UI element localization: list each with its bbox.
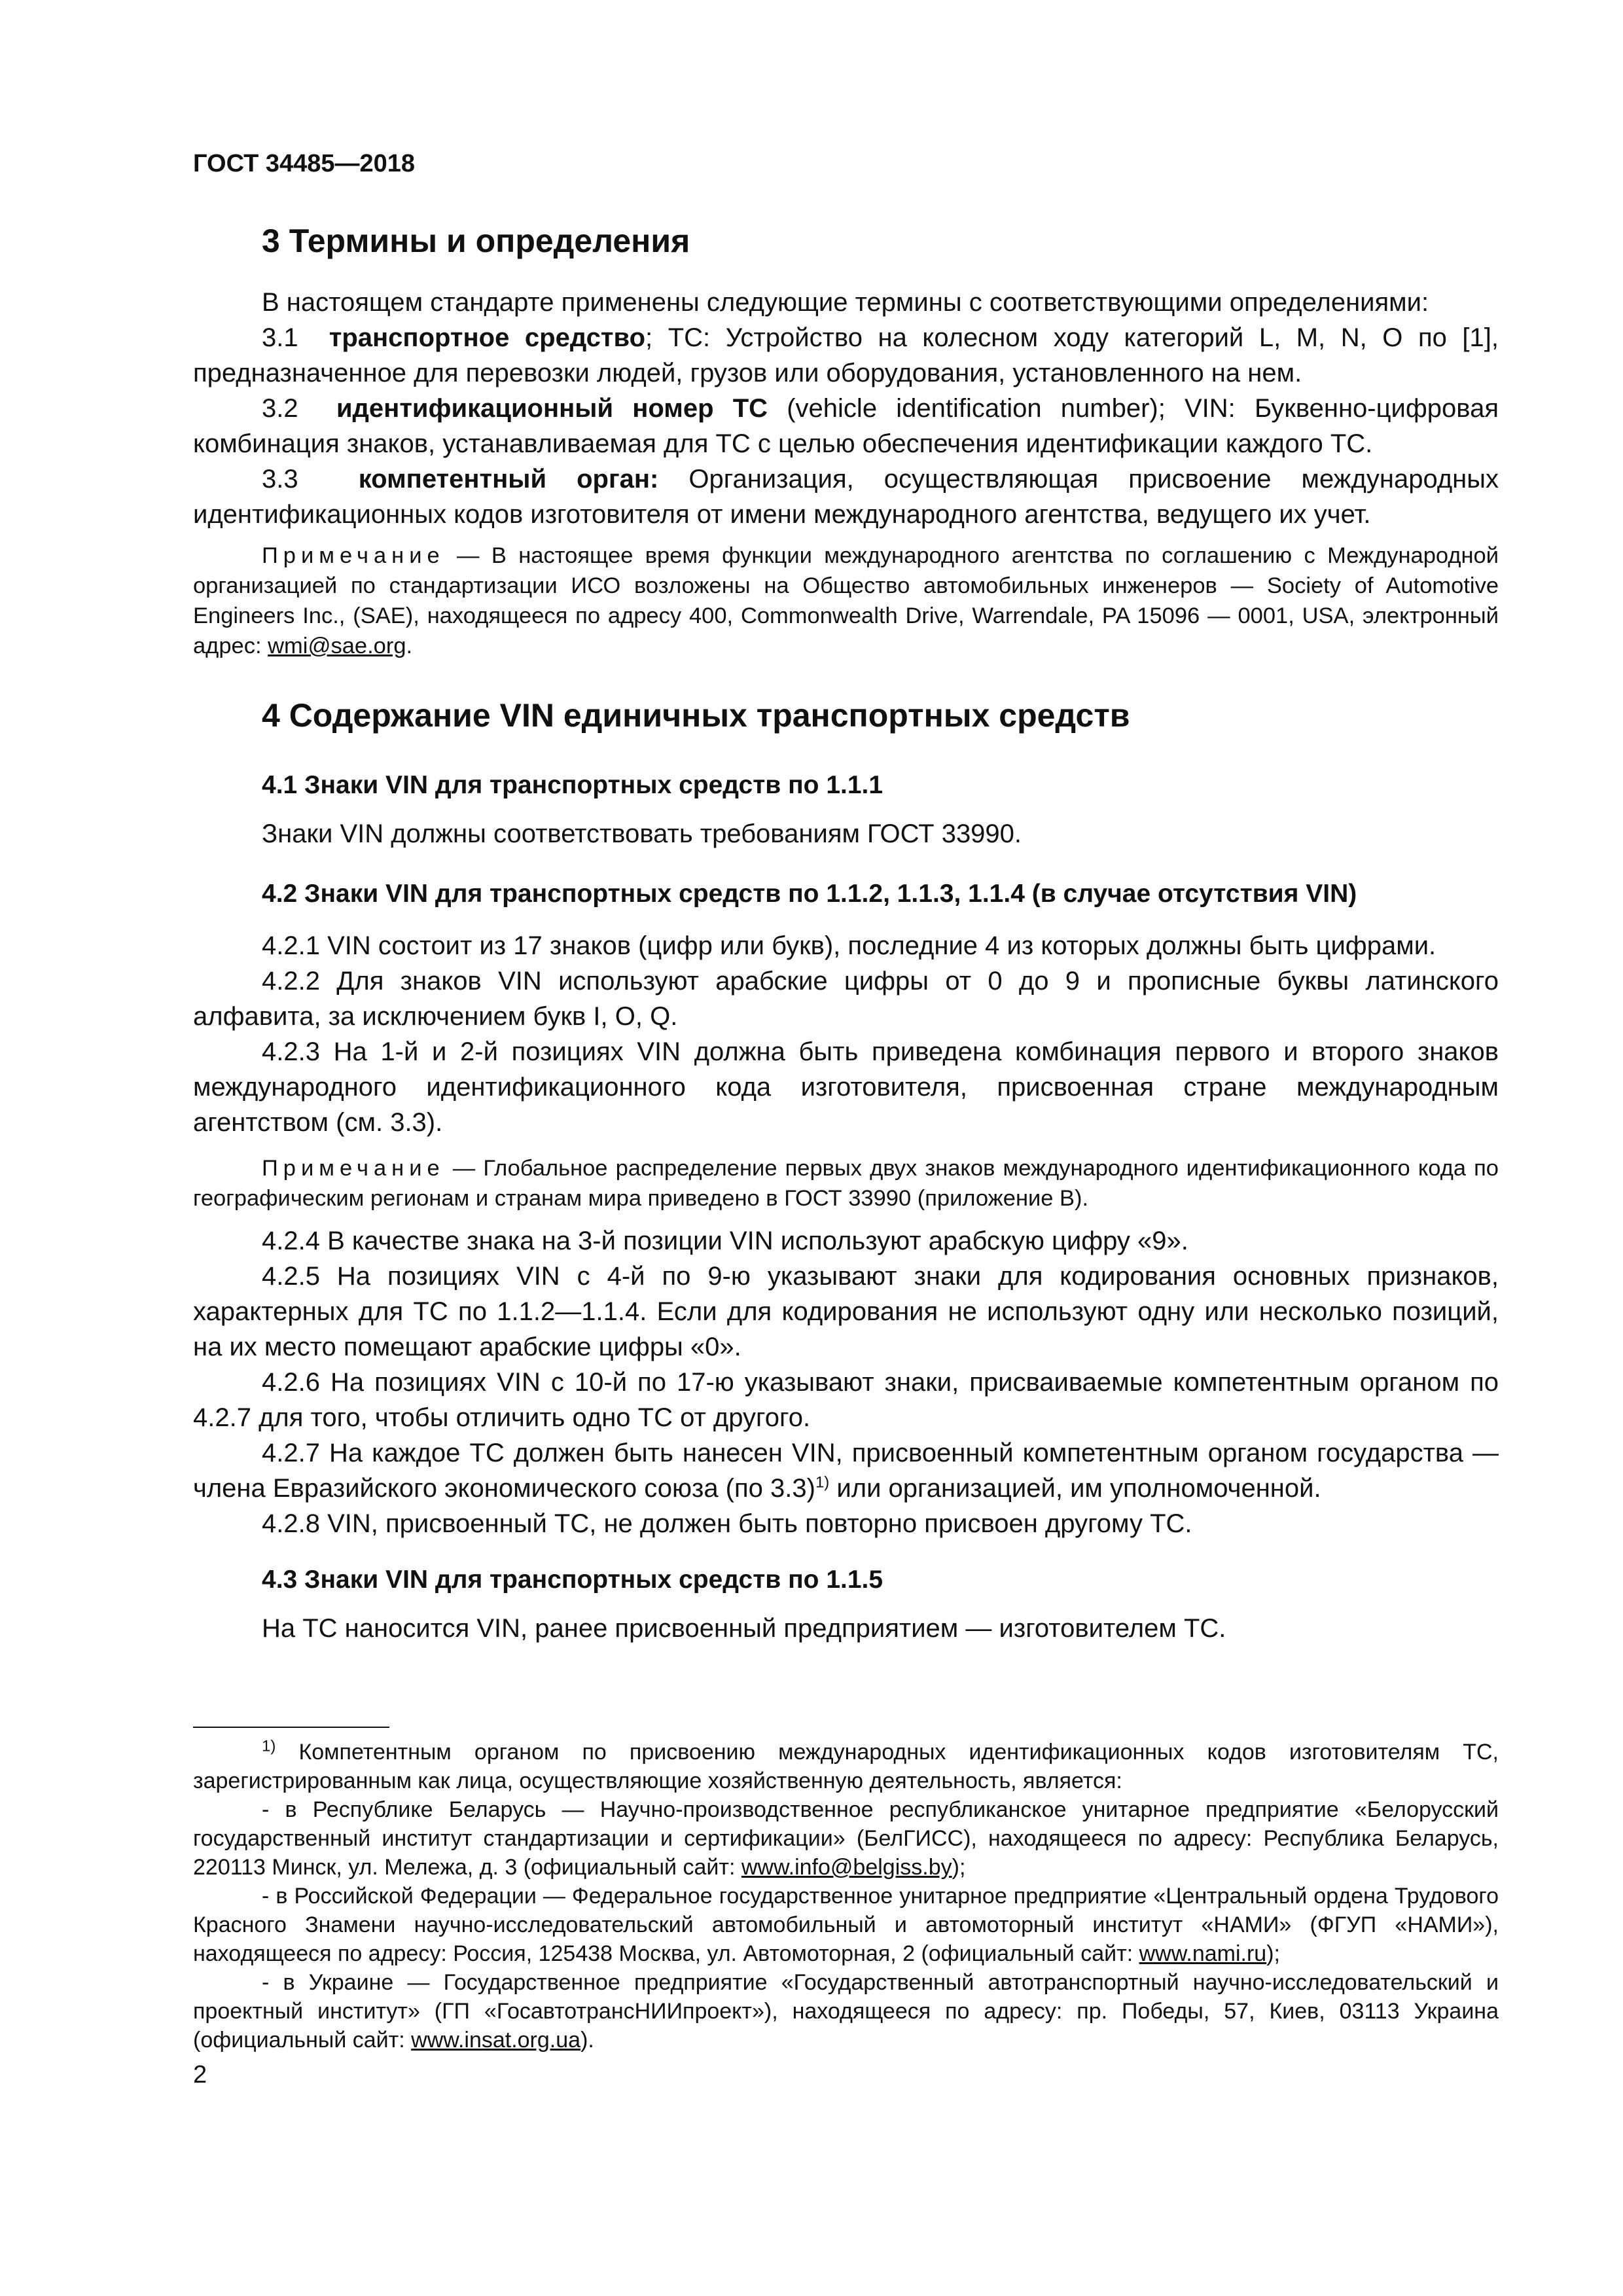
footnote-ref[interactable]: 1) [815, 1473, 830, 1492]
footnote-text: - в Республике Беларусь — Научно-производственное республиканское унитарное предприятие «Белорусский государственный институт стандартизации и сертификации» (БелГИСС), находящееся по адресу: Республика Беларусь, 220113 Минск, ул. Мележа, д. 3 (официальный сайт: [193, 1797, 1499, 1880]
term-number: 3.3 [262, 465, 298, 493]
footnote-intro: Компетентным органом по присвоению международных идентификационных кодов изготовителям ТС, зарегистрированным как лица, осуществляющие хозяйственную деятельность, является: [193, 1740, 1499, 1793]
para-4-2-1: 4.2.1 VIN состоит из 17 знаков (цифр или букв), последние 4 из которых должны быть цифрами. [262, 931, 1436, 960]
section-4-3-text: На ТС наносится VIN, ранее присвоенный предприятием — изготовителем ТС. [262, 1614, 1226, 1643]
para-4-2-5: 4.2.5 На позициях VIN с 4-й по 9-ю указывают знаки для кодирования основных признаков, характерных для ТС по 1.1.2—1.1.4. Если для кодирования не используют одну или несколько позиций, на их место помещают арабские цифры «0». [193, 1262, 1499, 1361]
footnote-text: - в Украине — Государственное предприятие «Государственный автотранспортный научно-исследовательский и проектный институт» (ГП «ГосавтотрансНИИпроект»), находящееся по адресу: пр. Победы, 57, Киев, 03113 Украина (официальный сайт: [193, 1970, 1499, 2053]
term-name: идентификационный номер ТС [336, 394, 768, 423]
footnote-end: ). [580, 2028, 594, 2053]
note-text: — В настоящее время функции международного агентства по соглашению с Международной организацией по стандартизации ИСО возложены на Общество автомобильных инженеров — Society of Automotive Engineers Inc., (SAE), находящееся по адресу 400, Commonwealth Drive, Warrendale, PA 15096 — 0001, USA, электронный адрес: [193, 543, 1499, 658]
note-sae [193, 541, 1499, 661]
footnote-1 [193, 1738, 1499, 1795]
running-header: ГОСТ 34485—2018 [193, 150, 416, 177]
footnote-end: ); [1266, 1941, 1280, 1966]
term-definition: (vehicle identification number); VIN: Буквенно-цифровая комбинация знаков, устанавливаемая для ТС с целью обеспечения идентификации каждого ТС. [193, 394, 1499, 458]
footnote-ukraine [193, 1968, 1499, 2054]
footnote-separator [193, 1727, 389, 1728]
term-definition: ; ТС: Устройство на колесном ходу категорий L, M, N, O по [1], предназначенное для перевозки людей, грузов или оборудования, установленного на нем. [193, 323, 1499, 387]
section-3-heading: 3 Термины и определения [262, 223, 690, 259]
para-4-2-3: 4.2.3 На 1-й и 2-й позициях VIN должна быть приведена комбинация первого и второго знаков международного идентификационного кода изготовителя, присвоенная стране международным агентством (см. 3.3). [193, 1037, 1499, 1137]
note-label: Примечание [262, 1156, 445, 1181]
para-text: 4.2.7 На каждое ТС должен быть нанесен VIN, присвоенный компетентным органом государства — члена Евразийского экономического союза (по 3.3) [193, 1439, 1499, 1503]
para-text-end: или организацией, им уполномоченной. [829, 1474, 1321, 1503]
term-name: транспортное средство [329, 323, 646, 352]
footnote-text: - в Российской Федерации — Федеральное государственное унитарное предприятие «Центральный ордена Трудового Красного Знамени научно-исследовательский автомобильный и автомоторный институт «НАМИ» (ФГУП «НАМИ»), находящееся по адресу: Россия, 125438 Москва, ул. Автомоторная, 2 (официальный сайт: [193, 1884, 1499, 1966]
term-number: 3.1 [262, 323, 298, 352]
belgiss-link[interactable]: www.info@belgiss.by [741, 1855, 952, 1880]
section-4-1-text: Знаки VIN должны соответствовать требованиям ГОСТ 33990. [262, 819, 1022, 848]
section-3-intro: В настоящем стандарте применены следующие термины с соответствующими определениями: [262, 288, 1429, 317]
section-4-3-heading: 4.3 Знаки VIN для транспортных средств по 1.1.5 [262, 1566, 883, 1594]
para-4-2-7 [193, 1435, 1499, 1506]
term-name: компетентный орган: [358, 465, 659, 493]
term-number: 3.2 [262, 394, 298, 423]
footnote-russia [193, 1882, 1499, 1968]
footnote-end: ); [952, 1855, 966, 1880]
note-text: — Глобальное распределение первых двух знаков международного идентификационного кода по географическим регионам и странам мира приведено в ГОСТ 33990 (приложение В). [193, 1156, 1499, 1211]
section-4-1-heading: 4.1 Знаки VIN для транспортных средств по 1.1.1 [262, 771, 883, 799]
note-global-distribution [193, 1153, 1499, 1213]
nami-link[interactable]: www.nami.ru [1139, 1941, 1267, 1966]
section-4-heading: 4 Содержание VIN единичных транспортных средств [262, 697, 1130, 734]
footnote-mark: 1) [262, 1737, 276, 1755]
page-number: 2 [193, 2061, 207, 2089]
term-3-1 [193, 320, 1499, 391]
footnote-belarus [193, 1795, 1499, 1882]
para-4-2-4: 4.2.4 В качестве знака на 3-й позиции VIN используют арабскую цифру «9». [262, 1227, 1188, 1255]
note-end: . [406, 634, 413, 658]
note-label: Примечание [262, 543, 445, 568]
para-4-2-2: 4.2.2 Для знаков VIN используют арабские цифры от 0 до 9 и прописные буквы латинского алфавита, за исключением букв I, O, Q. [193, 967, 1499, 1031]
para-4-2-6: 4.2.6 На позициях VIN с 10-й по 17-ю указывают знаки, присваиваемые компетентным органом по 4.2.7 для того, чтобы отличить одно ТС от другого. [193, 1368, 1499, 1432]
insat-link[interactable]: www.insat.org.ua [411, 2028, 581, 2053]
term-definition: Организация, осуществляющая присвоение международных идентификационных кодов изготовителя от имени международного агентства, ведущего их учет. [193, 465, 1499, 529]
section-4-2-heading: 4.2 Знаки VIN для транспортных средств по 1.1.2, 1.1.3, 1.1.4 (в случае отсутствия VIN) [262, 880, 1357, 908]
email-link[interactable]: wmi@sae.org [268, 634, 406, 658]
term-3-3 [193, 461, 1499, 532]
para-4-2-8: 4.2.8 VIN, присвоенный ТС, не должен быть повторно присвоен другому ТС. [262, 1509, 1192, 1538]
term-3-2 [193, 391, 1499, 461]
